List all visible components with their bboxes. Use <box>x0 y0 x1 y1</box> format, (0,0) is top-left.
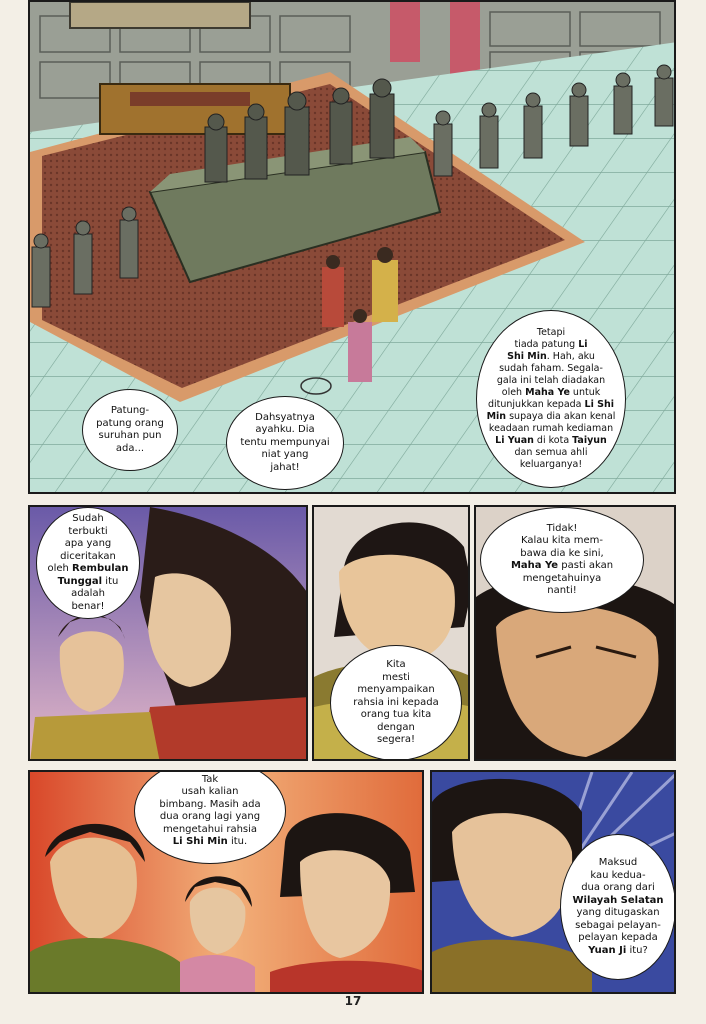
text-run: pelayan kepada <box>578 932 658 943</box>
text-run: diceritakan <box>60 550 116 562</box>
text-run: Maksud <box>598 857 638 868</box>
text-run: oleh <box>501 387 526 398</box>
text-run: orang tua kita <box>360 709 432 721</box>
text-run: Tak <box>201 773 219 785</box>
text-run: untuk <box>569 387 601 398</box>
text-run: dua orang dari <box>581 882 655 893</box>
bubble-line <box>520 548 603 561</box>
bubble-line <box>578 932 658 945</box>
panel-refusal <box>474 505 676 761</box>
text-run: di kota <box>533 435 573 446</box>
speech-bubble-kita <box>330 645 462 761</box>
bold-text: Shi Min <box>507 351 547 362</box>
text-run: ada... <box>115 442 145 454</box>
text-run: adalah <box>71 588 105 599</box>
text-run: Sudah <box>72 513 104 524</box>
bubble-line <box>68 526 107 539</box>
text-run: bimbang. Masih ada <box>159 798 261 810</box>
bubble-line <box>173 836 247 849</box>
bubble-line <box>47 563 128 576</box>
text-run: kau kedua- <box>590 869 646 881</box>
bubble-line <box>261 449 308 462</box>
text-run: ditunjukkan kepada <box>487 399 585 410</box>
bubble-line <box>377 722 415 735</box>
bubble-line <box>202 774 218 787</box>
text-run: gala ini telah diadakan <box>496 375 606 386</box>
bubble-line <box>58 576 119 589</box>
text-run: segera! <box>376 734 416 746</box>
bubble-line <box>488 399 614 411</box>
bubble-line <box>581 882 655 895</box>
page-number: 17 <box>344 994 362 1008</box>
speech-bubble-maksud <box>560 834 676 980</box>
bubble-line <box>357 684 434 697</box>
text-run: niat yang <box>261 449 309 461</box>
bubble-line <box>386 659 405 672</box>
text-run: patung orang <box>96 417 164 429</box>
bubble-line <box>96 418 164 431</box>
bold-text: Min <box>486 411 507 422</box>
panel-revealed <box>28 505 308 761</box>
text-run: oleh <box>47 563 73 574</box>
bubble-line <box>159 799 260 812</box>
speech-bubble-tetapi <box>476 310 626 488</box>
text-run: ayahku. Dia <box>255 424 315 436</box>
bubble-line <box>71 601 104 614</box>
bubble-line <box>514 339 587 351</box>
text-run: Patung- <box>110 405 150 416</box>
text-run: jahat! <box>270 461 300 473</box>
bubble-line <box>523 573 602 586</box>
bold-text: Taiyun <box>572 435 607 446</box>
speech-bubble-patung <box>82 389 178 471</box>
bubble-line <box>353 697 438 710</box>
bubble-line <box>588 945 648 958</box>
text-run: . Hah, aku <box>546 351 595 362</box>
text-run: itu? <box>626 944 648 956</box>
bold-text: Li Shi Min <box>172 836 228 847</box>
bubble-line <box>60 551 116 564</box>
text-run: itu <box>102 575 119 587</box>
bubble-line <box>361 709 431 722</box>
text-run: Tidak! <box>546 522 578 534</box>
bold-text: Maha Ye <box>510 560 559 571</box>
text-run: tentu mempunyai <box>240 436 330 448</box>
text-run: usah kalian <box>181 786 239 797</box>
speech-bubble-tidak <box>480 507 644 613</box>
bubble-line <box>515 447 588 459</box>
bubble-line <box>163 824 257 837</box>
bubble-line <box>511 560 613 573</box>
text-run: sebagai pelayan- <box>575 919 661 931</box>
text-run: mesti <box>382 671 410 683</box>
bold-text: Tunggal <box>57 575 103 587</box>
text-run: yang ditugaskan <box>576 907 660 918</box>
text-run: Kalau kita mem- <box>521 535 603 546</box>
text-run: Tetapi <box>536 327 566 338</box>
text-run: itu. <box>227 836 248 847</box>
text-run: mengetahuinya <box>522 572 602 584</box>
panel-throne-hall <box>28 0 676 494</box>
text-run: supaya dia akan kenal <box>506 411 616 422</box>
bubble-line <box>116 443 144 456</box>
bubble-line <box>487 411 616 423</box>
bubble-line <box>537 327 565 339</box>
bubble-line <box>520 459 582 471</box>
text-run: dan semua ahli <box>514 447 588 458</box>
bubble-line <box>255 424 314 437</box>
bubble-line <box>495 435 607 447</box>
bold-text: Wilayah Selatan <box>572 894 664 906</box>
bubble-line <box>521 535 603 548</box>
bold-text: Li Yuan <box>495 435 534 446</box>
bubble-line <box>590 870 645 883</box>
text-run: Dahsyatnya <box>255 411 315 423</box>
text-run: pasti akan <box>558 560 614 571</box>
bubble-line <box>160 811 260 824</box>
bubble-line <box>65 538 112 551</box>
bubble-line <box>111 405 149 418</box>
bubble-line <box>507 351 595 363</box>
text-run: menyampaikan <box>357 684 435 696</box>
bubble-line <box>72 513 104 526</box>
bubble-line <box>547 523 578 536</box>
speech-bubble-sudah <box>36 507 140 619</box>
text-run: benar! <box>71 600 105 612</box>
bubble-line <box>240 437 329 450</box>
bubble-line <box>572 895 663 908</box>
bubble-line <box>499 363 603 375</box>
text-run: nanti! <box>547 585 577 596</box>
text-run: dengan <box>377 721 415 733</box>
text-run: rahsia ini kepada <box>353 696 439 708</box>
bold-text: Li <box>578 339 588 350</box>
bubble-line <box>98 430 161 443</box>
bold-text: Yuan Ji <box>588 944 627 956</box>
bubble-line <box>547 585 577 598</box>
bubble-line <box>377 734 415 747</box>
panel-secret <box>312 505 470 761</box>
panel-question <box>430 770 676 994</box>
bubble-line <box>255 412 315 425</box>
text-run: terbukti <box>68 525 108 537</box>
bold-text: Rembulan <box>72 563 129 574</box>
bubble-line <box>576 907 659 920</box>
text-run: tiada patung <box>514 339 579 350</box>
bubble-line <box>382 672 410 685</box>
bubble-line <box>71 588 105 601</box>
text-run: mengetahui rahsia <box>162 823 258 835</box>
text-run: sudah faham. Segala- <box>499 363 603 374</box>
bubble-line <box>502 387 600 399</box>
speech-bubble-dahsyatnya <box>226 396 344 490</box>
text-run: bawa dia ke sini, <box>520 547 604 559</box>
bold-text: Maha Ye <box>525 387 570 398</box>
text-run: keluarganya! <box>519 459 583 470</box>
text-run: keadaan rumah kediaman <box>488 423 614 434</box>
panel-reassure <box>28 770 424 994</box>
bubble-line <box>270 462 299 475</box>
text-run: apa yang <box>64 538 112 549</box>
text-run: Kita <box>386 659 406 671</box>
bubble-line <box>182 786 239 799</box>
bubble-line <box>497 375 605 387</box>
bubble-line <box>599 857 637 870</box>
bold-text: Li Shi <box>584 399 614 410</box>
bubble-line <box>489 423 613 435</box>
bubble-line <box>575 920 661 933</box>
text-run: suruhan pun <box>98 430 162 441</box>
text-run: dua orang lagi yang <box>159 811 261 822</box>
